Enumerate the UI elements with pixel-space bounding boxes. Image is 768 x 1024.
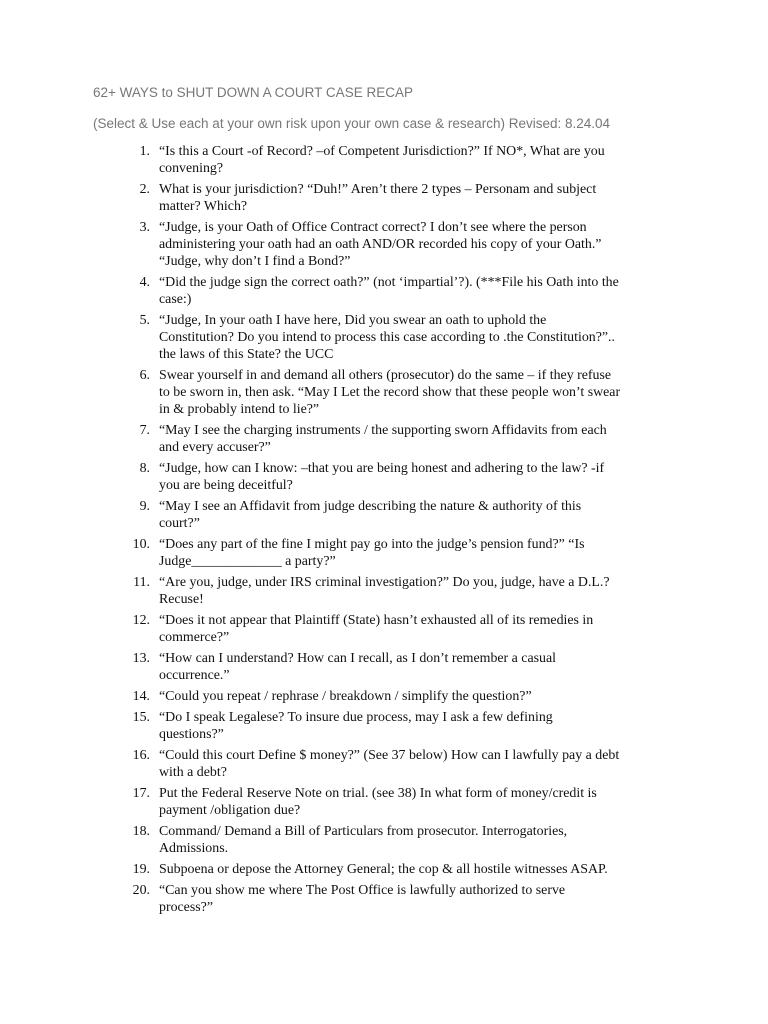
list-item-line: “May I see the charging instruments / the supporting sworn Affidavits from each [159,423,607,438]
list-item-number: 5. [139,313,150,328]
list-item-line: payment /obligation due? [159,803,301,818]
list-item-line: “How can I understand? How can I recall, as I don’t remember a casual [159,651,556,666]
list-item-number: 1. [139,144,150,159]
list-item-line: “Judge, In your oath I have here, Did you swear an oath to uphold the [159,313,547,328]
list-item-text [159,688,680,705]
list-item-line: occurrence.” [159,668,230,683]
list-item-line: “Could this court Define $ money?” (See 37 below) How can I lawfully pay a debt [159,748,620,763]
list-item-line: “Judge, is your Oath of Office Contract correct? I don’t see where the person [159,220,587,235]
list-item-line: “Can you show me where The Post Office is lawfully authorized to serve [159,883,566,898]
list-item-text [159,612,680,646]
list-item-number: 11. [133,575,150,590]
list-item-number: 9. [139,499,150,514]
list-item-line: process?” [159,900,213,915]
list-item-text [159,219,680,270]
list-item-line: to be sworn in, then ask. “May I Let the record show that these people won’t swear [159,385,621,400]
list-item-line: matter? Which? [159,199,248,214]
list-item [120,650,680,684]
list-item-line: and every accuser?” [159,440,271,455]
list-item [120,823,680,857]
list-item-number: 7. [139,423,150,438]
list-item-text [159,574,680,608]
list-item-line: “Could you repeat / rephrase / breakdown / simplify the question?” [159,689,532,704]
list-item-line: Command/ Demand a Bill of Particulars from prosecutor. Interrogatories, [159,824,568,839]
list-item-line: commerce?” [159,630,230,645]
list-item-number: 17. [132,786,150,801]
list-item-text [159,274,680,308]
list-item-line: in & probably intend to lie?” [159,402,320,417]
list-item-line: “Did the judge sign the correct oath?” (not ‘impartial’?). (***File his Oath into the [159,275,619,290]
list-item [120,219,680,270]
list-item [120,181,680,215]
list-item-number: 13. [132,651,150,666]
list-item-number: 16. [132,748,150,763]
list-item [120,574,680,608]
list-item-number: 10. [132,537,150,552]
list-item-line: case:) [159,292,192,307]
list-item-line: questions?” [159,727,224,742]
numbered-list [120,143,680,920]
list-item [120,536,680,570]
list-item-line: Constitution? Do you intend to process this case according to .the Constitution?”.. [159,330,616,345]
list-item-text [159,460,680,494]
list-item-line: “Does any part of the fine I might pay go into the judge’s pension fund?” “Is [159,537,585,552]
list-item-text [159,861,680,878]
list-item-number: 2. [139,182,150,197]
document-subtitle: (Select & Use each at your own risk upon your own case & research) Revised: 8.24.04 [93,116,611,131]
list-item-line: “Judge, why don’t I find a Bond?” [159,254,351,269]
list-item-number: 18. [132,824,150,839]
list-item-line: “Judge, how can I know: –that you are being honest and adhering to the law? -if [159,461,605,476]
list-item-line: Subpoena or depose the Attorney General; the cop & all hostile witnesses ASAP. [159,862,608,877]
list-item-number: 3. [139,220,150,235]
list-item [120,422,680,456]
list-item-number: 20. [132,883,150,898]
list-item-text [159,181,680,215]
list-item-line: with a debt? [159,765,227,780]
list-item-line: Admissions. [159,841,229,856]
list-item-line: Judge_____________ a party?” [159,554,336,569]
list-item-text [159,709,680,743]
list-item-line: What is your jurisdiction? “Duh!” Aren’t there 2 types – Personam and subject [159,182,597,197]
list-item-text [159,882,680,916]
list-item-number: 19. [132,862,150,877]
list-item [120,367,680,418]
list-item-number: 14. [132,689,150,704]
list-item-text [159,312,680,363]
list-item-line: Swear yourself in and demand all others (prosecutor) do the same – if they refuse [159,368,612,383]
list-item-text [159,536,680,570]
list-item [120,312,680,363]
list-item-text [159,367,680,418]
list-item [120,747,680,781]
list-item [120,498,680,532]
list-item [120,143,680,177]
list-item-text [159,422,680,456]
list-item [120,274,680,308]
list-item-line: you are being deceitful? [159,478,293,493]
list-item-number: 15. [132,710,150,725]
list-item [120,460,680,494]
list-item-line: “Does it not appear that Plaintiff (State) hasn’t exhausted all of its remedies in [159,613,594,628]
list-item-line: court?” [159,516,200,531]
list-item-number: 6. [139,368,150,383]
list-item-text [159,823,680,857]
list-item [120,882,680,916]
list-item-number: 4. [139,275,150,290]
list-item-line: administering your oath had an oath AND/OR recorded his copy of your Oath.” [159,237,602,252]
list-item-line: the laws of this State? the UCC [159,347,334,362]
list-item [120,709,680,743]
list-item-number: 12. [132,613,150,628]
list-item-line: “Do I speak Legalese? To insure due process, may I ask a few defining [159,710,553,725]
list-item-number: 8. [139,461,150,476]
list-item-line: “May I see an Affidavit from judge describing the nature & authority of this [159,499,582,514]
list-item [120,612,680,646]
list-item-text [159,498,680,532]
list-item-line: “Are you, judge, under IRS criminal investigation?” Do you, judge, have a D.L.? [159,575,610,590]
list-item-text [159,747,680,781]
list-item-line: convening? [159,161,224,176]
list-item-text [159,650,680,684]
list-item-text [159,785,680,819]
list-item [120,688,680,705]
list-item-line: “Is this a Court -of Record? –of Competent Jurisdiction?” If NO*, What are you [159,144,605,159]
list-item [120,861,680,878]
list-item-line: Put the Federal Reserve Note on trial. (see 38) In what form of money/credit is [159,786,597,801]
list-item [120,785,680,819]
list-item-line: Recuse! [159,592,204,607]
list-item-text [159,143,680,177]
document-title: 62+ WAYS to SHUT DOWN A COURT CASE RECAP [93,85,413,100]
